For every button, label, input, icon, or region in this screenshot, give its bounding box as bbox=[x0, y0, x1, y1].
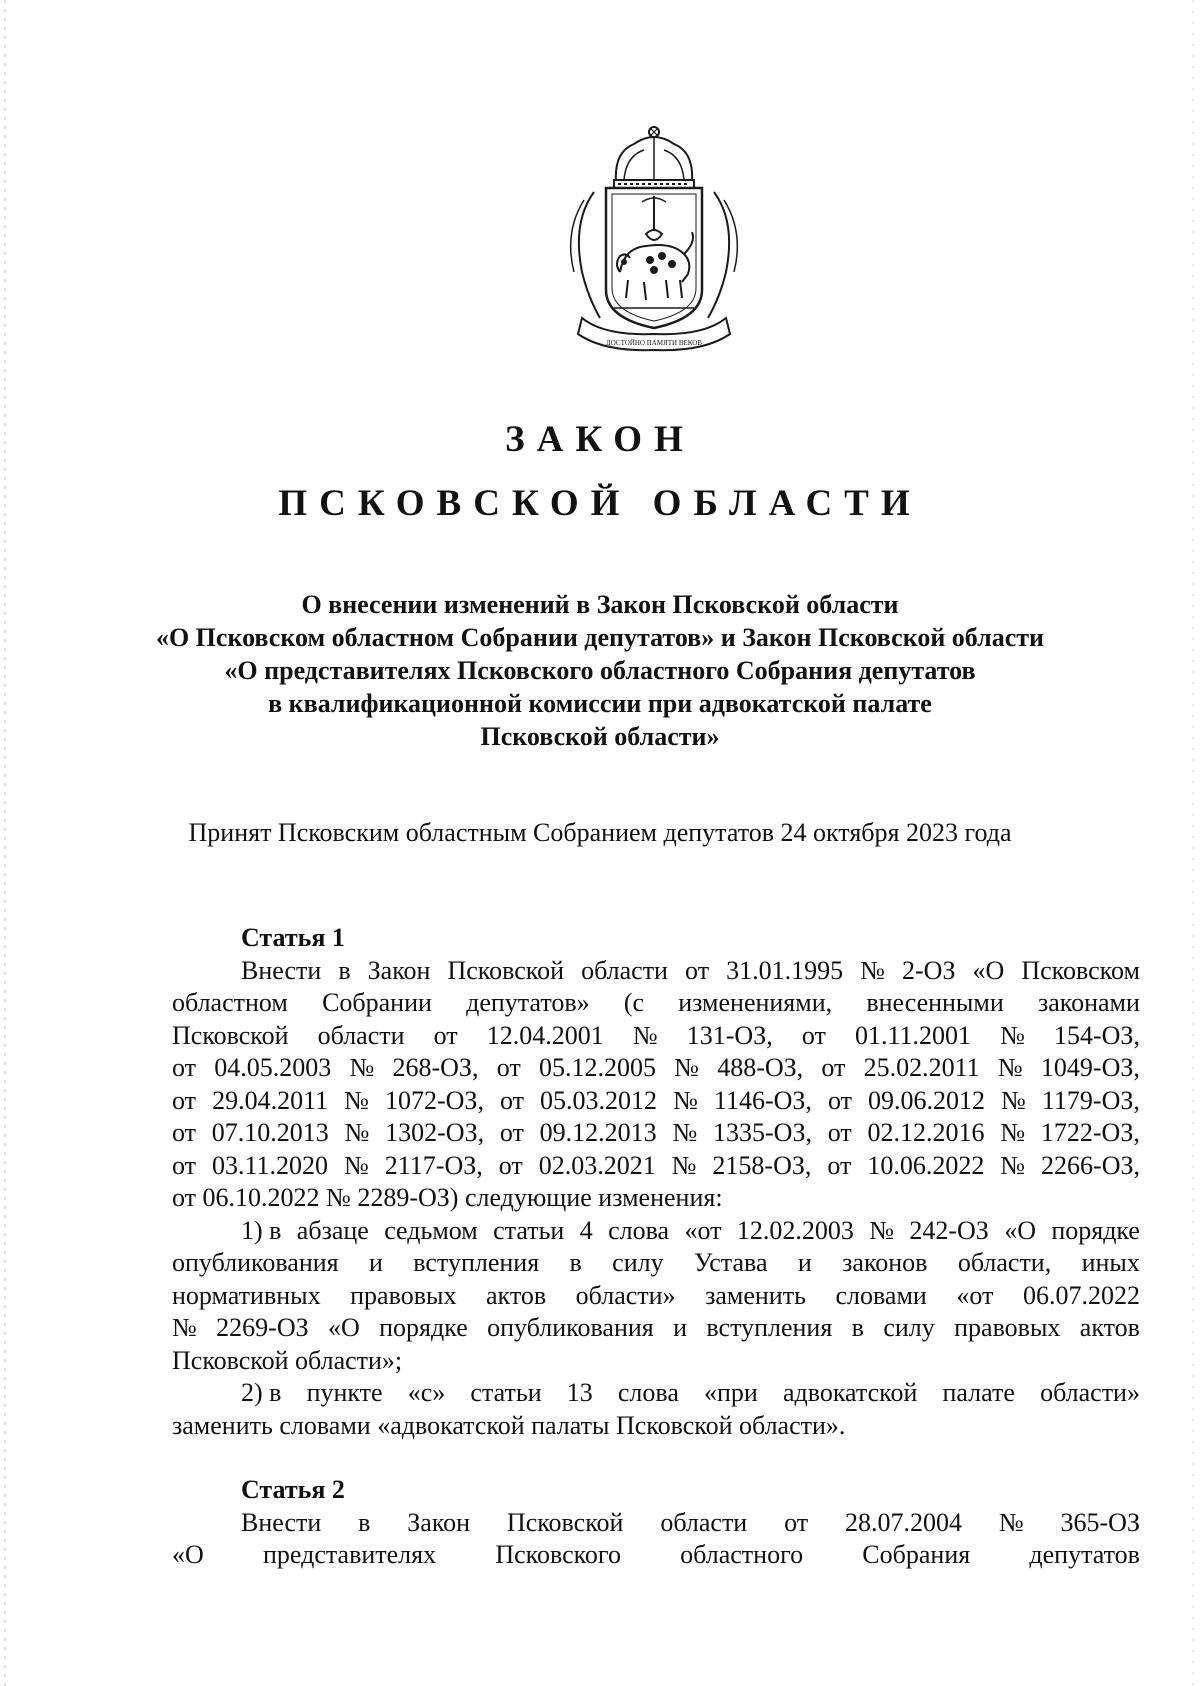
word: правовых bbox=[954, 1313, 1061, 1342]
word: 01.11.2001 bbox=[854, 1020, 971, 1050]
word: 1335-ОЗ, bbox=[713, 1118, 812, 1147]
word: слова bbox=[617, 1378, 679, 1407]
word: № bbox=[998, 1507, 1024, 1537]
word: 09.06.2012 bbox=[868, 1085, 986, 1115]
word: от bbox=[801, 1020, 826, 1050]
word: законов bbox=[842, 1248, 928, 1277]
word: в bbox=[851, 1313, 864, 1342]
justified-line bbox=[172, 955, 1140, 988]
word: (с bbox=[623, 988, 645, 1017]
word: статьи bbox=[493, 1215, 565, 1245]
word: 1302-ОЗ, bbox=[385, 1118, 485, 1147]
justified-line bbox=[172, 1280, 1140, 1313]
word: адвокатской bbox=[782, 1378, 918, 1407]
word: законами bbox=[1037, 988, 1140, 1017]
word: 1072-ОЗ, bbox=[384, 1085, 484, 1115]
word: от bbox=[784, 1507, 809, 1537]
word: № bbox=[671, 1150, 697, 1180]
word: 488-ОЗ, bbox=[717, 1053, 804, 1082]
word: актов bbox=[1079, 1313, 1140, 1342]
word: 25.02.2011 bbox=[863, 1053, 980, 1082]
word: № bbox=[632, 1020, 658, 1050]
word: Закон bbox=[407, 1507, 471, 1537]
word: 31.01.1995 bbox=[726, 955, 844, 985]
article-heading: Статья 2 bbox=[241, 1475, 345, 1504]
law-title: ЗАКОН bbox=[505, 419, 695, 460]
word: депутатов» bbox=[466, 988, 590, 1017]
word: от bbox=[499, 1085, 525, 1115]
word: 365-ОЗ bbox=[1060, 1507, 1140, 1537]
paragraph-last-line: заменить словами «адвокатской палаты Псковской области». bbox=[172, 1410, 846, 1440]
word: вступления bbox=[706, 1313, 833, 1342]
word: областном bbox=[172, 988, 288, 1017]
word: от bbox=[827, 1085, 852, 1115]
justified-line bbox=[172, 1020, 1140, 1053]
word: словами bbox=[835, 1280, 927, 1310]
word: иных bbox=[1081, 1248, 1140, 1277]
region-title: ПСКОВСКОЙ ОБЛАСТИ bbox=[278, 483, 922, 524]
word: «О bbox=[1004, 1215, 1036, 1245]
article-1 bbox=[172, 922, 1140, 1442]
word: 1722-ОЗ, bbox=[1040, 1118, 1140, 1147]
word: заменить bbox=[705, 1280, 806, 1310]
word: порядке bbox=[379, 1313, 468, 1342]
word: 10.06.2022 bbox=[867, 1150, 985, 1180]
word: опубликования bbox=[487, 1313, 654, 1342]
word: № bbox=[673, 1085, 698, 1115]
word: от bbox=[498, 1150, 523, 1180]
word: от bbox=[433, 1020, 458, 1050]
word: «при bbox=[704, 1378, 758, 1407]
emblem-motto: ДОСТОЙНО ПАМЯТИ ВЕКОВ bbox=[606, 339, 702, 347]
word: № bbox=[869, 1215, 894, 1245]
word: актов bbox=[485, 1280, 547, 1310]
word: силу bbox=[612, 1248, 664, 1277]
word: 2117-ОЗ, bbox=[384, 1150, 483, 1180]
justified-line bbox=[172, 1247, 1140, 1280]
word: Собрании bbox=[322, 988, 432, 1017]
word: «О bbox=[972, 955, 1005, 985]
word: 1) в bbox=[241, 1215, 282, 1245]
justified-line bbox=[172, 1507, 1140, 1540]
word: 1146-ОЗ, bbox=[713, 1085, 812, 1115]
word: от bbox=[827, 1118, 852, 1147]
word: 2-ОЗ bbox=[902, 955, 956, 985]
word: № bbox=[1000, 1118, 1026, 1147]
word: от bbox=[499, 1118, 524, 1147]
law-name-line: «О Псковском областном Собрании депутатов» и Закон Псковской области bbox=[155, 623, 1045, 652]
word: Псковского bbox=[495, 1540, 621, 1569]
word: 2) в bbox=[241, 1378, 282, 1407]
word: «с» bbox=[407, 1378, 446, 1407]
word: № bbox=[343, 1150, 369, 1180]
word: от bbox=[685, 955, 710, 985]
word: от bbox=[172, 1085, 197, 1115]
word: 07.10.2013 bbox=[211, 1118, 329, 1147]
word: от bbox=[172, 1053, 197, 1082]
word: порядке bbox=[1051, 1215, 1140, 1245]
coat-of-arms-emblem bbox=[554, 122, 754, 362]
word: Устава bbox=[693, 1248, 768, 1277]
word: № bbox=[997, 1053, 1023, 1082]
word: 05.12.2005 bbox=[538, 1053, 656, 1082]
word: № bbox=[1000, 1020, 1025, 1050]
word: 09.12.2013 bbox=[539, 1118, 657, 1147]
word: 2158-ОЗ, bbox=[712, 1150, 812, 1180]
word: области» bbox=[575, 1280, 676, 1310]
word: Внести bbox=[241, 1507, 322, 1537]
justified-line bbox=[172, 1377, 1140, 1410]
word: 1049-ОЗ, bbox=[1040, 1053, 1140, 1082]
word: № bbox=[672, 1118, 698, 1147]
word: 02.03.2021 bbox=[538, 1150, 656, 1180]
word: области, bbox=[957, 1248, 1052, 1277]
word: 2269-ОЗ bbox=[216, 1313, 309, 1342]
word: и bbox=[673, 1313, 688, 1342]
word: Собрания bbox=[862, 1540, 971, 1569]
word: 13 bbox=[566, 1378, 593, 1407]
word: Псковской bbox=[172, 1020, 289, 1050]
word: № bbox=[674, 1053, 699, 1082]
word: 242-ОЗ bbox=[909, 1215, 989, 1245]
law-name bbox=[140, 588, 1060, 753]
word: Закон bbox=[367, 955, 431, 985]
justified-line bbox=[172, 1539, 1140, 1572]
adoption-statement: Принят Псковским областным Собранием депутатов 24 октября 2023 года bbox=[188, 818, 1012, 847]
word: Внести bbox=[241, 955, 322, 985]
word: Псковской bbox=[447, 955, 565, 985]
word: 02.12.2016 bbox=[867, 1118, 985, 1147]
word: седьмом bbox=[384, 1215, 478, 1245]
justified-line bbox=[172, 1085, 1140, 1118]
word: области bbox=[660, 1507, 748, 1537]
justified-line bbox=[172, 1150, 1140, 1183]
word: вступления bbox=[413, 1248, 540, 1277]
word: 4 bbox=[579, 1215, 593, 1245]
word: 06.07.2022 bbox=[1022, 1280, 1140, 1310]
word: статьи bbox=[470, 1378, 542, 1407]
article-heading: Статья 1 bbox=[241, 923, 345, 952]
word: 12.02.2003 bbox=[736, 1215, 854, 1245]
paragraph-last-line: от 06.10.2022 № 2289-ОЗ) следующие изменения: bbox=[172, 1183, 723, 1212]
word: 12.04.2001 bbox=[486, 1020, 604, 1050]
word: от bbox=[821, 1053, 846, 1082]
word: 28.07.2004 bbox=[844, 1507, 962, 1537]
word: 2266-ОЗ, bbox=[1041, 1150, 1140, 1180]
word: и bbox=[797, 1248, 812, 1277]
word: внесенными bbox=[866, 988, 1004, 1017]
word: депутатов bbox=[1029, 1540, 1140, 1569]
word: от bbox=[827, 1150, 852, 1180]
word: Псковском bbox=[1021, 955, 1140, 985]
word: нормативных bbox=[172, 1280, 321, 1310]
word: № bbox=[344, 1085, 369, 1115]
justified-line bbox=[172, 1117, 1140, 1150]
word: слова bbox=[608, 1215, 670, 1245]
word: палате bbox=[942, 1378, 1015, 1407]
word: области» bbox=[1040, 1378, 1140, 1407]
word: Псковской bbox=[506, 1507, 624, 1537]
word: 29.04.2011 bbox=[212, 1085, 329, 1115]
word: 03.11.2020 bbox=[211, 1150, 329, 1180]
word: 1179-ОЗ, bbox=[1041, 1085, 1140, 1115]
word: абзаце bbox=[296, 1215, 369, 1245]
word: 268-ОЗ, bbox=[392, 1053, 479, 1082]
word: силу bbox=[883, 1313, 935, 1342]
word: в bbox=[358, 1507, 371, 1537]
paragraph-last-line: Псковской области»; bbox=[172, 1345, 403, 1375]
word: «от bbox=[956, 1280, 994, 1310]
word: правовых bbox=[350, 1280, 457, 1310]
justified-line bbox=[172, 1215, 1140, 1248]
word: изменениями, bbox=[678, 988, 833, 1017]
law-name-line: в квалификационной комиссии при адвокатской палате bbox=[268, 689, 932, 718]
law-name-line: Псковской области» bbox=[480, 722, 720, 751]
law-name-line: О внесении изменений в Закон Псковской области bbox=[301, 590, 899, 619]
word: пункте bbox=[306, 1378, 383, 1407]
word: «О bbox=[328, 1313, 360, 1342]
word: в bbox=[338, 955, 351, 985]
word: от bbox=[496, 1053, 521, 1082]
word: № bbox=[860, 955, 885, 985]
justified-line bbox=[172, 1312, 1140, 1345]
word: «О bbox=[172, 1540, 204, 1569]
justified-line bbox=[172, 1052, 1140, 1085]
word: 04.05.2003 bbox=[214, 1053, 332, 1082]
word: опубликования bbox=[172, 1248, 339, 1277]
word: областного bbox=[680, 1540, 804, 1569]
word: в bbox=[569, 1248, 582, 1277]
word: № bbox=[172, 1313, 197, 1342]
law-name-line: «О представителях Псковского областного Собрания депутатов bbox=[224, 656, 976, 685]
word: области bbox=[581, 955, 668, 985]
word: 131-ОЗ, bbox=[686, 1020, 773, 1050]
word: № bbox=[1001, 1085, 1026, 1115]
word: от bbox=[172, 1118, 197, 1147]
word: «от bbox=[684, 1215, 722, 1245]
word: и bbox=[368, 1248, 383, 1277]
word: № bbox=[344, 1118, 370, 1147]
justified-line bbox=[172, 987, 1140, 1020]
word: области bbox=[317, 1020, 405, 1050]
word: представителях bbox=[262, 1540, 437, 1569]
word: 154-ОЗ, bbox=[1054, 1020, 1140, 1050]
word: 05.03.2012 bbox=[540, 1085, 658, 1115]
article-2 bbox=[172, 1474, 1140, 1572]
word: от bbox=[172, 1150, 197, 1180]
word: № bbox=[349, 1053, 375, 1082]
word: № bbox=[1000, 1150, 1026, 1180]
